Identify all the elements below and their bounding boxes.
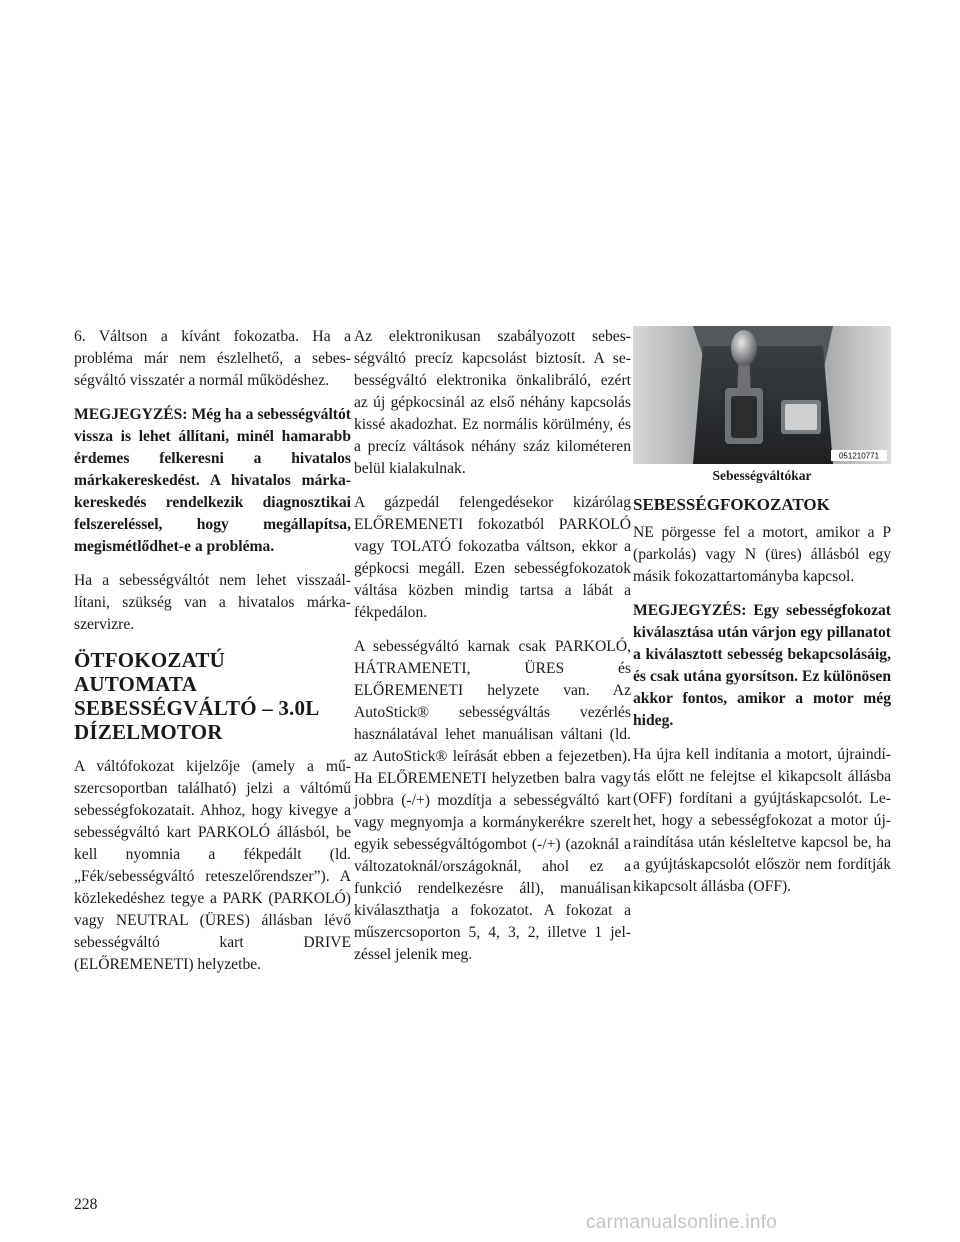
paragraph-restart: Ha újra kell indítania a motort, újraindítás előtt ne felejtse el kikapcsolt állásba (OFF) fordítani a gyújtáskapcsolót. Lehet, hogy a sebességfokozat a motor újraindítása után késleltetve kapcsol be, ha a gyújtáskapcsolót először nem fordítják kikapcsolt állásba (OFF).: [633, 746, 891, 895]
paragraph-step-6: 6. Váltson a kívánt fokozatba. Ha a probléma már nem észlelhető, a sebességváltó visszatér a normál működéshez.: [74, 328, 351, 389]
section-heading-transmission: ÖTFOKOZATÚ AUTOMATA SEBESSÉGVÁLTÓ – 3.0L DÍZELMOTOR: [74, 648, 319, 744]
paragraph-rev-warning: NE pörgesse fel a motort, amikor a P (parkolás) vagy N (üres) állásból egy másik fokozattartományba kapcsol.: [633, 524, 891, 585]
gear-shifter-illustration: [633, 326, 891, 464]
paragraph-autostick: A sebességváltó karnak csak PARKOLÓ, HÁTRAMENETI, ÜRES és ELŐREMENETI helyzete van. Az AutoStick® sebességváltás vezérlés használatával lehet manuálisan váltani (ld. az AutoStick® leírását ebben a fejezetben). Ha ELŐREMENETI helyzetben balra vagy jobbra (-/+) mozdítja a sebességváltó kart vagy megnyomja a kormánykerékre szerelt egyik sebességváltógombot (-/+) (azoknál a változatoknál/országoknál, ahol ez a funkció rendelkezésre áll), manuálisan kiválaszthatja a fokozatot. A fokozat a műszercsoporton 5, 4, 3, 2, illetve 1 jelzéssel jelenik meg.: [354, 638, 631, 963]
gear-shifter-photo: [633, 326, 891, 464]
paragraph-service: Ha a sebességváltót nem lehet visszaállítani, szükség van a hivatalos márkaszervizre.: [74, 572, 351, 633]
paragraph-electronic-control: Az elektronikusan szabályozott sebességváltó precíz kapcsolást biztosít. A sebességváltó elektronika önkalibráló, ezért az új gépkocsinál az első néhány kapcsolás kissé akadozhat. Ez normális körülmény, és a precíz váltások néhány száz kilométeren belül kialakulnak.: [354, 328, 631, 477]
note-reset: MEGJEGYZÉS: Még ha a sebességváltót vissza is lehet állítani, minél hamarabb érdemes felkeresni a hivatalos márkakereskedést. A hivatalos márkakereskedés rendelkezik diagnosztikai felszereléssel, hogy megállapítsa, megismétlődhet-e a probléma.: [74, 406, 351, 555]
page-number: 228: [74, 1196, 98, 1213]
watermark: carmanualsonline.info: [586, 1212, 778, 1233]
paragraph-accelerator: A gázpedál felengedésekor kizárólag ELŐREMENETI fokozatból PARKOLÓ vagy TOLATÓ fokozatba váltson, ekkor a gépkocsi megáll. Ezen sebességfokozatok váltása közben mindig tartsa a lábát a fékpedálon.: [354, 494, 631, 621]
column-right: [633, 326, 891, 910]
image-code: 051210771: [838, 451, 880, 461]
note-gear-selection: MEGJEGYZÉS: Egy sebességfokozat kiválasztása után várjon egy pillanatot a kiválasztott sebesség bekapcsolásáig, és csak utána gyorsítson. Ez különösen akkor fontos, amikor a motor még hideg.: [633, 602, 891, 729]
section-heading-gears: SEBESSÉGFOKOZATOK: [633, 495, 830, 514]
column-middle: [354, 326, 631, 978]
photo-caption: Sebességváltókar: [712, 468, 812, 483]
paragraph-gear-indicator: A váltófokozat kijelzője (amely a műszercsoportban található) jelzi a váltómű sebességfokozatait. Ahhoz, hogy kivegye a sebességváltó kart PARKOLÓ állásból, be kell nyomnia a fékpedált (ld. „Fék/sebességváltó reteszelőrendszer”). A közlekedéshez tegye a PARK (PARKOLÓ) vagy NEUTRAL (ÜRES) állásban lévő sebességváltó kart DRIVE (ELŐREMENETI) helyzetbe.: [74, 758, 351, 973]
column-left: [74, 326, 351, 988]
